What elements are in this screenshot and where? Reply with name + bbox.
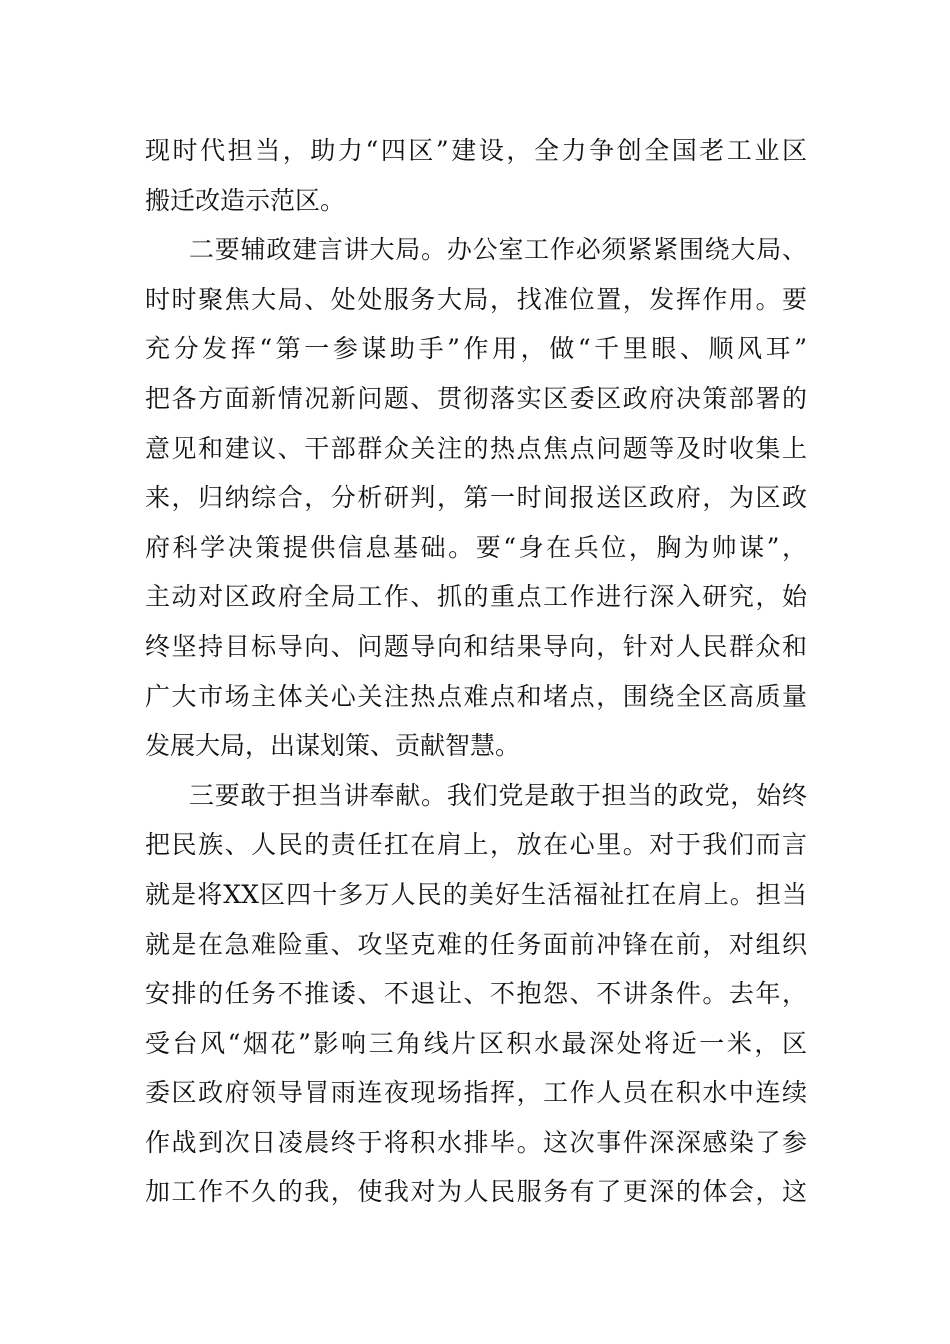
- text-line: 广大市场主体关心关注热点难点和堵点，围绕全区高质量: [145, 681, 807, 711]
- text-line: 终坚持目标导向、问题导向和结果导向，针对人民群众和: [145, 631, 807, 661]
- text-line: 意见和建议、干部群众关注的热点焦点问题等及时收集上: [145, 433, 807, 463]
- text-line: 发展大局，出谋划策、贡献智慧。: [145, 731, 521, 761]
- text-line: 府科学决策提供信息基础。要“身在兵位，胸为帅谋”，: [145, 532, 807, 562]
- text-line: 安排的任务不推诿、不退让、不抱怨、不讲条件。去年，: [145, 979, 807, 1009]
- text-line: 就是在急难险重、攻坚克难的任务面前冲锋在前，对组织: [145, 929, 807, 959]
- text-line: 加工作不久的我，使我对为人民服务有了更深的体会，这: [145, 1177, 807, 1207]
- text-line: 搬迁改造示范区。: [145, 185, 346, 215]
- text-line: 来，归纳综合，分析研判，第一时间报送区政府，为区政: [145, 483, 807, 513]
- text-line: 把民族、人民的责任扛在肩上，放在心里。对于我们而言: [145, 830, 807, 860]
- text-line: 作战到次日凌晨终于将积水排毕。这次事件深深感染了参: [145, 1127, 807, 1157]
- text-line: 现时代担当，助力“四区”建设，全力争创全国老工业区: [145, 136, 807, 165]
- text-line: 充分发挥“第一参谋助手”作用，做“千里眼、顺风耳”: [145, 334, 807, 364]
- document-body: [145, 126, 807, 1217]
- text-line: 主动对区政府全局工作、抓的重点工作进行深入研究，始: [145, 582, 807, 612]
- text-line: 三要敢于担当讲奉献。我们党是敢于担当的政党，始终: [189, 780, 807, 810]
- text-line: 就是将XX区四十多万人民的美好生活福祉扛在肩上。担当: [145, 879, 807, 909]
- text-line: 委区政府领导冒雨连夜现场指挥，工作人员在积水中连续: [145, 1078, 807, 1108]
- text-line: 二要辅政建言讲大局。办公室工作必须紧紧围绕大局、: [189, 235, 807, 265]
- text-line: 时时聚焦大局、处处服务大局，找准位置，发挥作用。要: [145, 284, 807, 314]
- text-line: 受台风“烟花”影响三角线片区积水最深处将近一米，区: [145, 1028, 807, 1058]
- text-line: 把各方面新情况新问题、贯彻落实区委区政府决策部署的: [145, 383, 807, 413]
